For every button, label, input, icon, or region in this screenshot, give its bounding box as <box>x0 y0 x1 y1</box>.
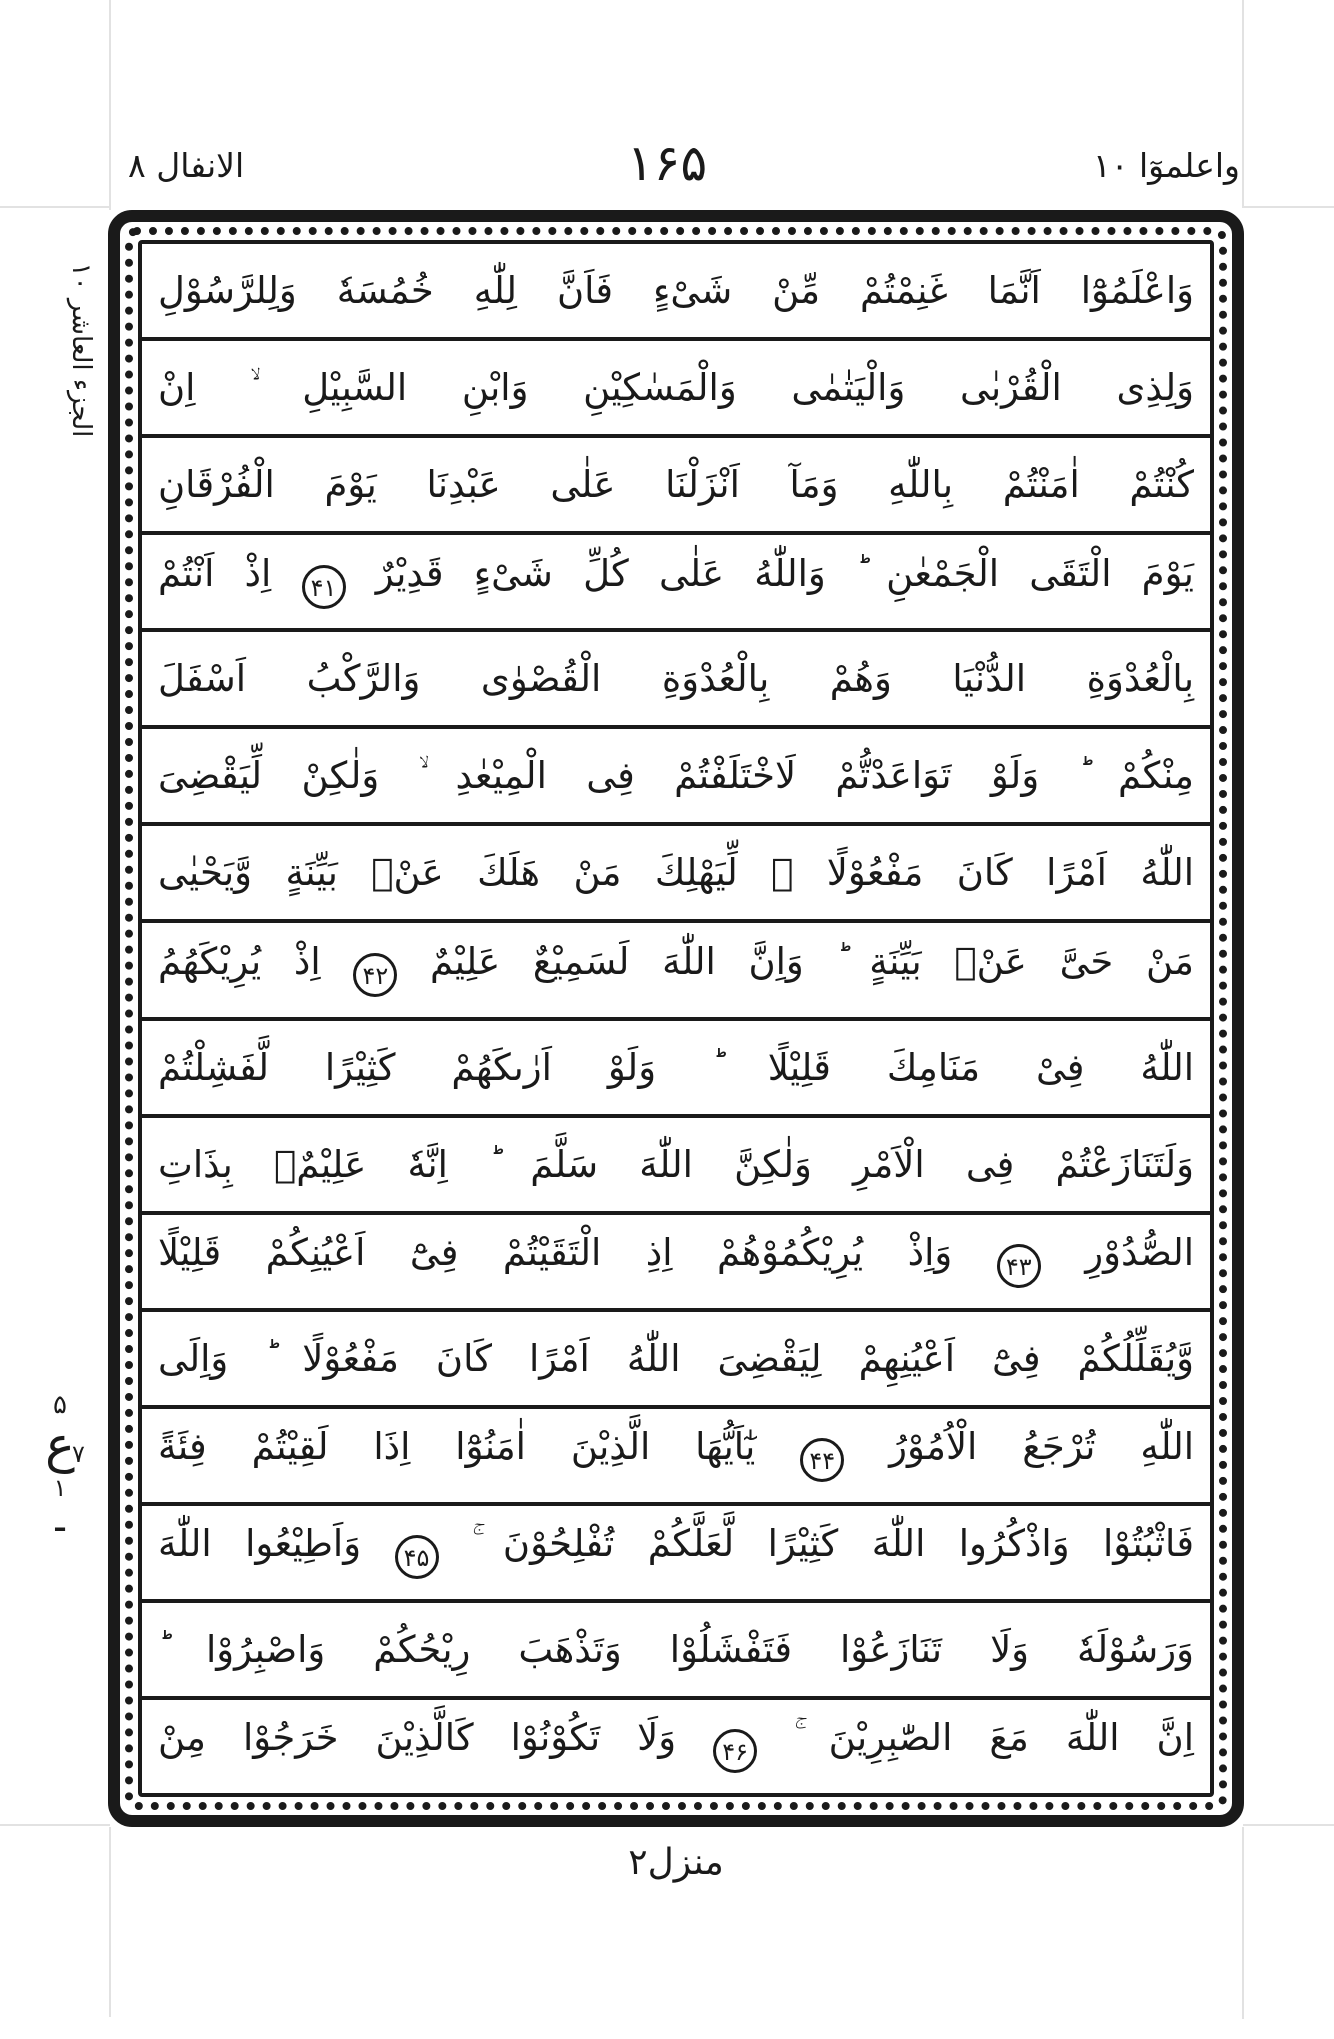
quran-line-text <box>158 657 1194 701</box>
verse-number-badge: ۴۲ <box>353 953 397 997</box>
ayah-text: یَوْمَ الْتَقَی الْجَمْعٰنِ ؕ وَاللّٰهُ عَلٰی كُلِّ شَیْءٍ قَدِیْرٌ <box>375 551 1194 595</box>
quran-line-text <box>158 551 1194 609</box>
quran-line-row <box>142 632 1210 729</box>
ayah-text: مِنْكُمْ ؕ وَلَوْ تَوَاعَدْتُّمْ لَاخْتَلَفْتُمْ فِی الْمِیْعٰدِ ۙ وَلٰكِنْ لِّیَقْضِیَ <box>158 754 1194 798</box>
ayah-text: وَاَطِیْعُوا اللّٰهَ <box>158 1522 362 1566</box>
ayah-text: فَاثْبُتُوْا وَاذْكُرُوا اللّٰهَ كَثِیْرًا لَّعَلَّكُمْ تُفْلِحُوْنَ ۚ <box>471 1522 1195 1566</box>
quran-line-row <box>142 826 1210 923</box>
juz-name-label: واعلموٓا ۱۰ <box>1093 146 1240 185</box>
ayah-text: اِنَّ اللّٰهَ مَعَ الصّٰبِرِیْنَ ۚ <box>794 1716 1194 1760</box>
verse-number-badge: ۴۶ <box>713 1729 757 1773</box>
page-edge-line <box>1243 1824 1334 1826</box>
quran-line-row <box>142 1409 1210 1506</box>
quran-line-row <box>142 923 1210 1020</box>
quran-line-text <box>158 366 1194 410</box>
ruku-dash: ـ <box>55 1505 65 1538</box>
quran-line-text <box>158 1045 1194 1089</box>
page-edge-line <box>1243 206 1334 208</box>
quran-line-text <box>158 851 1194 895</box>
ayah-text: وَرَسُوْلَهٗ وَلَا تَنَازَعُوْا فَتَفْشَلُوْا وَتَذْهَبَ رِیْحُكُمْ وَاصْبِرُوْا ؕ <box>158 1627 1194 1671</box>
ayah-text: اللّٰهِ تُرْجَعُ الْاُمُوْرُ <box>889 1425 1194 1469</box>
quran-line-row <box>142 438 1210 535</box>
quran-line-row <box>142 1118 1210 1215</box>
quran-line-row <box>142 729 1210 826</box>
ruku-marker <box>30 1392 90 1536</box>
quran-line-row <box>142 1215 1210 1312</box>
ruku-number-bottom: ۱ <box>53 1474 67 1502</box>
page-edge-line <box>0 206 110 208</box>
verse-number-badge: ۴۵ <box>395 1535 439 1579</box>
ruku-ain-letter: ع ۷ <box>45 1416 85 1474</box>
quran-line-row <box>142 341 1210 438</box>
ayah-text: اللّٰهُ اَمْرًا كَانَ مَفْعُوْلًا ۙ لِّیَهْلِكَ مَنْ هَلَكَ عَنْۢ بَیِّنَةٍ وَّیَحْیٰی <box>158 851 1194 895</box>
ayah-text: مَنْ حَیَّ عَنْۢ بَیِّنَةٍ ؕ وَاِنَّ اللّٰهَ لَسَمِیْعٌ عَلِیْمٌ <box>430 939 1194 983</box>
ayah-text: اِذْ یُرِیْكَهُمُ <box>158 939 321 983</box>
quran-line-text <box>158 463 1194 507</box>
ayah-text: وَاِذْ یُرِیْكُمُوْهُمْ اِذِ الْتَقَیْتُمْ فِیْٓ اَعْیُنِكُمْ قَلِیْلًا <box>158 1231 953 1275</box>
quran-line-text <box>158 269 1194 313</box>
verse-number-badge: ۴۴ <box>800 1438 844 1482</box>
verse-number-badge: ۴۳ <box>997 1244 1041 1288</box>
ruku-ayah-count: ۷ <box>72 1440 85 1468</box>
quran-line-text <box>158 1627 1194 1671</box>
quran-line-text <box>158 1425 1194 1482</box>
quran-line-row <box>142 1603 1210 1700</box>
ayah-text: بِالْعُدْوَةِ الدُّنْیَا وَهُمْ بِالْعُدْوَةِ الْقُصْوٰی وَالرَّكْبُ اَسْفَلَ <box>158 657 1194 701</box>
ayah-text: وَّیُقَلِّلُكُمْ فِیْٓ اَعْیُنِهِمْ لِیَقْضِیَ اللّٰهُ اَمْرًا كَانَ مَفْعُوْلًا ؕ وَاِلَی <box>158 1336 1194 1380</box>
ayah-text: وَلَا تَكُوْنُوْا كَالَّذِیْنَ خَرَجُوْا مِنْ <box>158 1716 677 1760</box>
quran-line-row <box>142 1312 1210 1409</box>
quran-line-text <box>158 1231 1195 1288</box>
ayah-text: الصُّدُوْرِ <box>1085 1231 1195 1275</box>
juz-vertical-label: الجزء العاشر ۱۰ <box>66 262 96 438</box>
ayah-text: كُنْتُمْ اٰمَنْتُمْ بِاللّٰهِ وَمَآ اَنْزَلْنَا عَلٰی عَبْدِنَا یَوْمَ الْفُرْقَانِ <box>158 463 1194 507</box>
verse-number-badge: ۴۱ <box>302 565 346 609</box>
mushaf-frame <box>108 210 1244 1827</box>
quran-line-text <box>158 1522 1195 1579</box>
ayah-text: اِذْ اَنْتُمْ <box>158 551 272 595</box>
ayah-text: وَاعْلَمُوْٓا اَنَّمَا غَنِمْتُمْ مِّنْ شَیْءٍ فَاَنَّ لِلّٰهِ خُمُسَهٗ وَلِلرَّسُوْلِ <box>158 269 1194 313</box>
quran-line-row <box>142 535 1210 632</box>
quran-line-text <box>158 754 1194 798</box>
quran-line-text <box>158 1142 1194 1186</box>
frame-diamond-border <box>125 227 1227 1810</box>
quran-lines <box>138 240 1214 1797</box>
quran-line-row <box>142 1506 1210 1603</box>
manzil-label: منزل۲ <box>628 1842 724 1883</box>
ayah-text: وَلَتَنَازَعْتُمْ فِی الْاَمْرِ وَلٰكِنَّ اللّٰهَ سَلَّمَ ؕ اِنَّهٗ عَلِیْمٌۢ بِذَاتِ <box>158 1142 1194 1186</box>
quran-line-text <box>158 1336 1194 1380</box>
ayah-text: اللّٰهُ فِیْ مَنَامِكَ قَلِیْلًا ؕ وَلَوْ اَرٰىكَهُمْ كَثِیْرًا لَّفَشِلْتُمْ <box>158 1045 1194 1089</box>
quran-line-row <box>142 1700 1210 1793</box>
quran-line-text <box>158 1716 1194 1773</box>
page-edge-line <box>0 1824 110 1826</box>
ayah-text: وَلِذِی الْقُرْبٰی وَالْیَتٰمٰی وَالْمَسٰكِیْنِ وَابْنِ السَّبِیْلِ ۙ اِنْ <box>158 366 1194 410</box>
page-number: ۱۶۵ <box>626 134 708 192</box>
surah-name-label: الانفال ۸ <box>128 146 245 185</box>
quran-line-text <box>158 939 1194 997</box>
quran-line-row <box>142 244 1210 341</box>
ruku-number-top: ۵ <box>53 1390 67 1420</box>
ayah-text: یٰٓاَیُّهَا الَّذِیْنَ اٰمَنُوْٓا اِذَا لَقِیْتُمْ فِئَةً <box>158 1425 756 1469</box>
quran-line-row <box>142 1021 1210 1118</box>
